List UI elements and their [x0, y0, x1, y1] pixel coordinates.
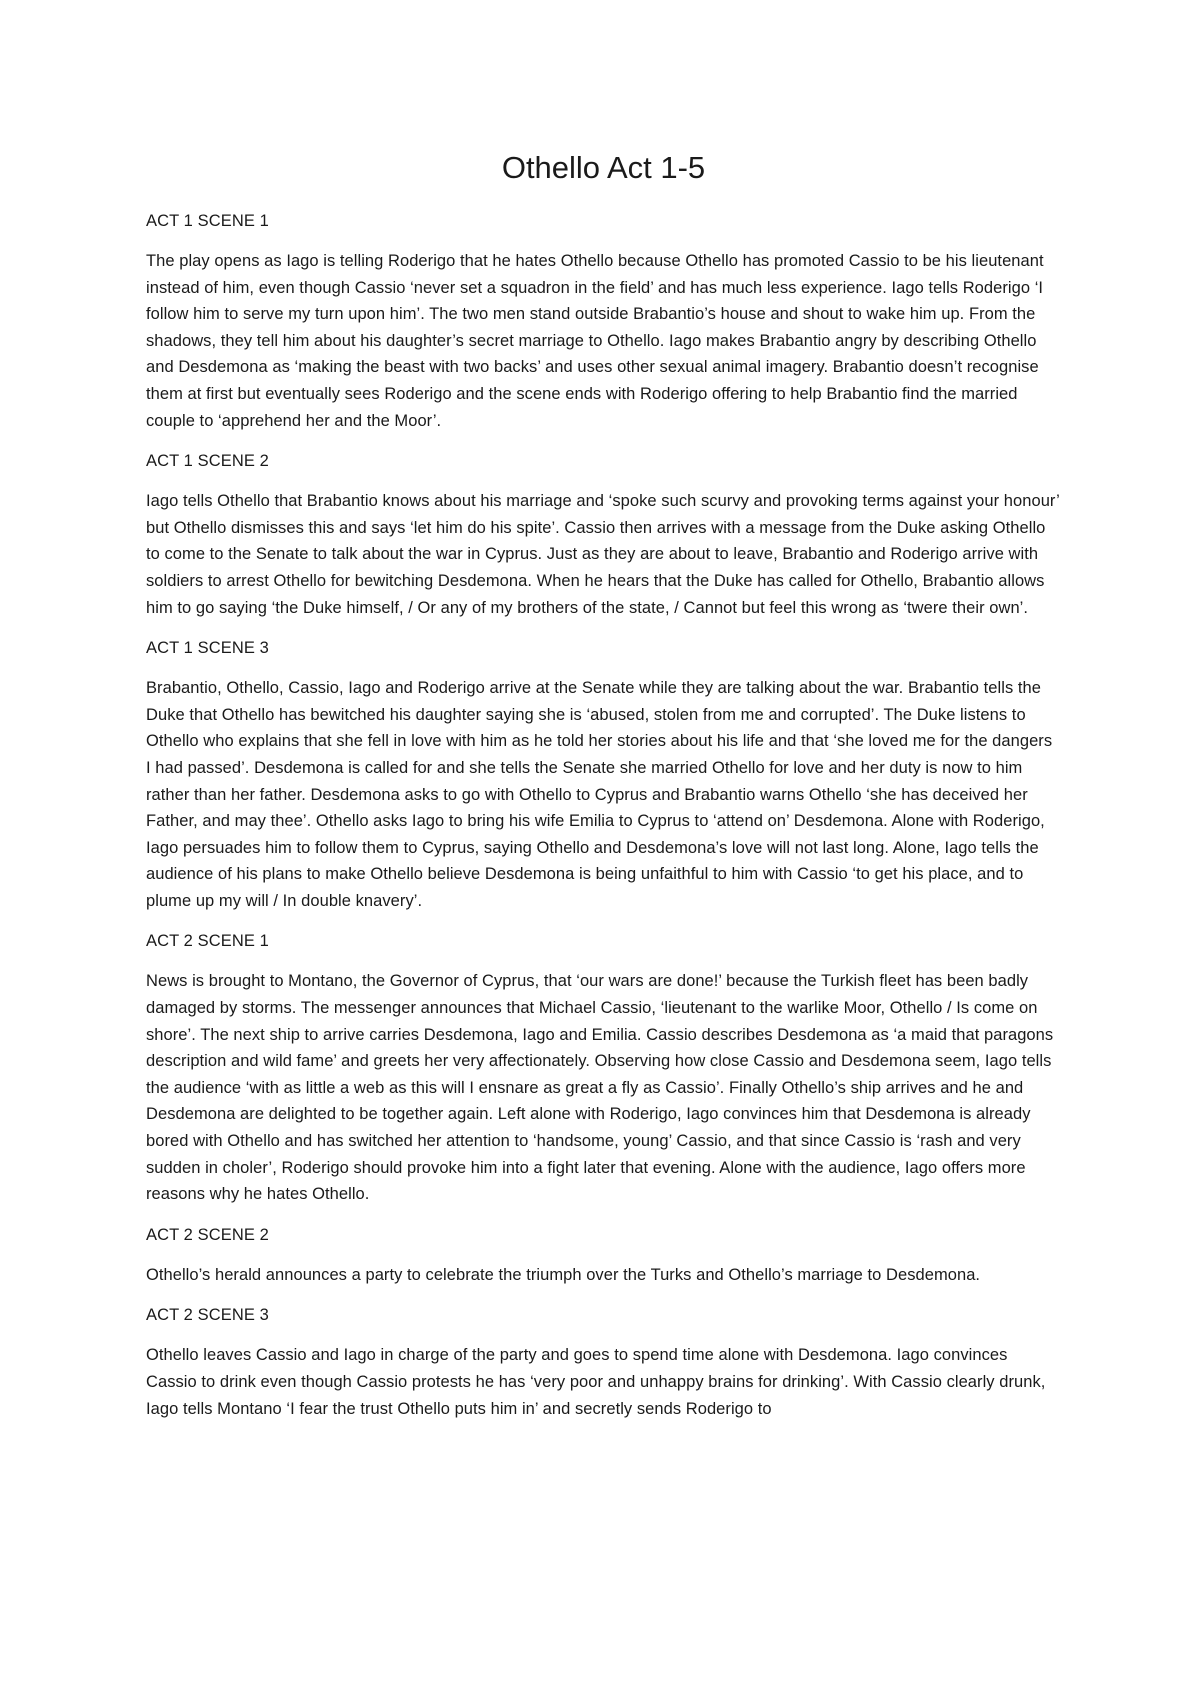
scene-summary-act1-scene2: Iago tells Othello that Brabantio knows about his marriage and ‘spoke such scurvy and provoking terms against your honour’ but Othello dismisses this and says ‘let him do his spite’. Cassio then arrives with a message from the Duke asking Othello to come to the Senate to talk about the war in Cyprus. Just as they are about to leave, Brabantio and Roderigo arrive with soldiers to arrest Othello for bewitching Desdemona. When he hears that the Duke has called for Othello, Brabantio allows him to go saying ‘the Duke himself, / Or any of my brothers of the state, / Cannot but feel this wrong as ‘twere their own’. — [146, 492, 1060, 617]
scene-heading-act2-scene2: ACT 2 SCENE 2 — [146, 1225, 269, 1244]
scene-summary-act2-scene3: Othello leaves Cassio and Iago in charge of the party and goes to spend time alone with Desdemona. Iago convinces Cassio to drink even though Cassio protests he has ‘very poor and unhappy brains for drinking’. With Cassio clearly drunk, Iago tells Montano ‘I fear the trust Othello puts him in’ and secretly sends Roderigo to — [146, 1346, 1046, 1418]
scene-summary-act1-scene1: The play opens as Iago is telling Roderigo that he hates Othello because Othello has promoted Cassio to be his lieutenant instead of him, even though Cassio ‘never set a squadron in the field’ and has much less experience. Iago tells Roderigo ‘I follow him to serve my turn upon him’. The two men stand outside Brabantio’s house and shout to wake him up. From the shadows, they tell him about his daughter’s secret marriage to Othello. Iago makes Brabantio angry by describing Othello and Desdemona as ‘making the beast with two backs’ and uses other sexual animal imagery. Brabantio doesn’t recognise them at first but eventually sees Roderigo and the scene ends with Roderigo offering to help Brabantio find the married couple to ‘apprehend her and the Moor’. — [146, 252, 1044, 430]
scene-heading-act1-scene1: ACT 1 SCENE 1 — [146, 212, 269, 230]
scene-summary-act2-scene1: News is brought to Montano, the Governor of Cyprus, that ‘our wars are done!’ because the Turkish fleet has been badly damaged by storms. The messenger announces that Michael Cassio, ‘lieutenant to the warlike Moor, Othello / Is come on shore’. The next ship to arrive carries Desdemona, Iago and Emilia. Cassio describes Desdemona as ‘a maid that paragons description and wild fame’ and greets her very affectionately. Observing how close Cassio and Desdemona seem, Iago tells the audience ‘with as little a web as this will I ensnare as great a fly as Cassio’. Finally Othello’s ship arrives and he and Desdemona are delighted to be together again. Left alone with Roderigo, Iago convinces him that Desdemona is already bored with Othello and has switched her attention to ‘handsome, young’ Cassio, and that since Cassio is ‘rash and very sudden in choler’, Roderigo should provoke him into a fight later that evening. Alone with the audience, Iago offers more reasons why he hates Othello. — [146, 972, 1054, 1204]
document-body — [146, 148, 1061, 1436]
scene-heading-act1-scene3: ACT 1 SCENE 3 — [146, 639, 269, 658]
scene-summary-act2-scene2: Othello’s herald announces a party to celebrate the triumph over the Turks and Othello’s marriage to Desdemona. — [146, 1265, 981, 1284]
scene-summary-act1-scene3: Brabantio, Othello, Cassio, Iago and Roderigo arrive at the Senate while they are talking about the war. Brabantio tells the Duke that Othello has bewitched his daughter saying she is ‘abused, stolen from me and corrupted’. The Duke listens to Othello who explains that she fell in love with him as he told her stories about his life and that ‘she loved me for the dangers I had passed’. Desdemona is called for and she tells the Senate she married Othello for love and her duty is now to him rather than her father. Desdemona asks to go with Othello to Cyprus and Brabantio warns Othello ‘she has deceived her Father, and may thee’. Othello asks Iago to bring his wife Emilia to Cyprus to ‘attend on’ Desdemona. Alone with Roderigo, Iago persuades him to follow them to Cyprus, saying Othello and Desdemona’s love will not last long. Alone, Iago tells the audience of his plans to make Othello believe Desdemona is being unfaithful to him with Cassio ‘to get his place, and to plume up my will / In double knavery’. — [146, 679, 1053, 910]
scene-heading-act2-scene3: ACT 2 SCENE 3 — [146, 1306, 269, 1325]
scene-heading-act2-scene1: ACT 2 SCENE 1 — [146, 932, 269, 951]
document-title: Othello Act 1-5 — [501, 150, 706, 185]
scene-heading-act1-scene2: ACT 1 SCENE 2 — [146, 452, 269, 471]
